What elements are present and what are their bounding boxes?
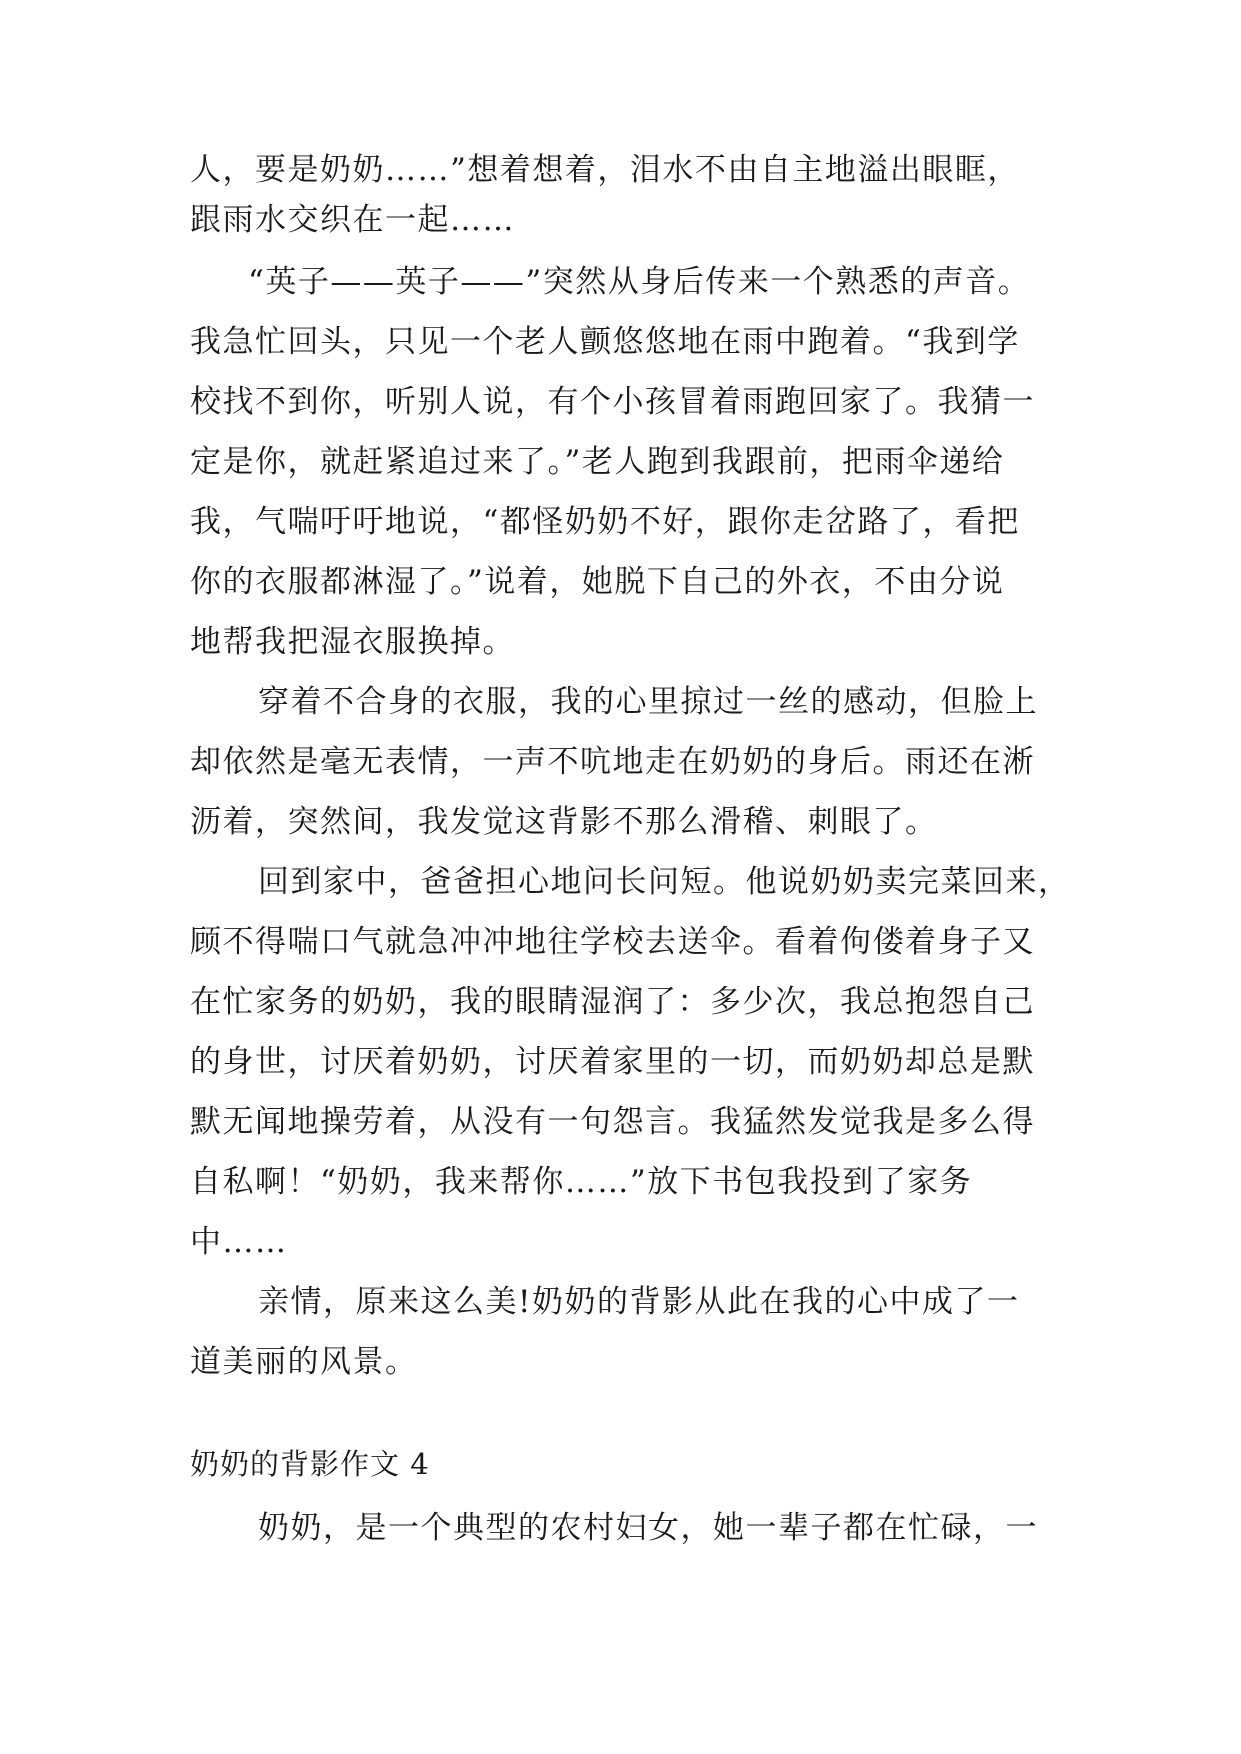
text-line: 人，要是奶奶……”想着想着，泪水不由自主地溢出眼眶， <box>190 152 1020 188</box>
text-line: 的身世，讨厌着奶奶，讨厌着家里的一切，而奶奶却总是默 <box>190 1044 1035 1080</box>
text-line: 中…… <box>190 1224 288 1260</box>
text-line: 顾不得喘口气就急冲冲地往学校去送伞。看着佝偻着身子又 <box>190 924 1035 960</box>
text-line: 我急忙回头，只见一个老人颤悠悠地在雨中跑着。“我到学 <box>190 324 1020 360</box>
paragraph-first-line: 穿着不合身的衣服，我的心里掠过一丝的感动，但脸上 <box>258 684 1038 720</box>
text-line: 你的衣服都淋湿了。”说着，她脱下自己的外衣，不由分说 <box>190 564 1005 600</box>
text-line: 校找不到你，听别人说，有个小孩冒着雨跑回家了。我猜一 <box>190 384 1035 420</box>
paragraph-first-line: “英子——英子——”突然从身后传来一个熟悉的声音。 <box>248 264 1031 300</box>
paragraph-first-line: 奶奶，是一个典型的农村妇女，她一辈子都在忙碌，一 <box>258 1510 1038 1546</box>
text-line: 定是你，就赶紧追过来了。”老人跑到我跟前，把雨伞递给 <box>190 444 1005 480</box>
paragraph-first-line: 回到家中，爸爸担心地问长问短。他说奶奶卖完菜回来， <box>258 864 1071 900</box>
text-line: 默无闻地操劳着，从没有一句怨言。我猛然发觉我是多么得 <box>190 1104 1035 1140</box>
text-line: 沥着，突然间，我发觉这背影不那么滑稽、刺眼了。 <box>190 804 938 840</box>
text-line: 跟雨水交织在一起…… <box>190 202 515 238</box>
text-line: 地帮我把湿衣服换掉。 <box>190 624 515 660</box>
text-line: 自私啊！“奶奶，我来帮你……”放下书包我投到了家务 <box>190 1164 973 1200</box>
section-heading: 奶奶的背影作文 4 <box>190 1447 430 1481</box>
text-line: 我，气喘吁吁地说，“都怪奶奶不好，跟你走岔路了，看把 <box>190 504 1020 540</box>
paragraph-first-line: 亲情，原来这么美!奶奶的背影从此在我的心中成了一 <box>258 1284 1020 1320</box>
text-line: 在忙家务的奶奶，我的眼睛湿润了：多少次，我总抱怨自己 <box>190 984 1035 1020</box>
text-line: 却依然是毫无表情，一声不吭地走在奶奶的身后。雨还在淅 <box>190 744 1035 780</box>
text-line: 道美丽的风景。 <box>190 1344 418 1380</box>
